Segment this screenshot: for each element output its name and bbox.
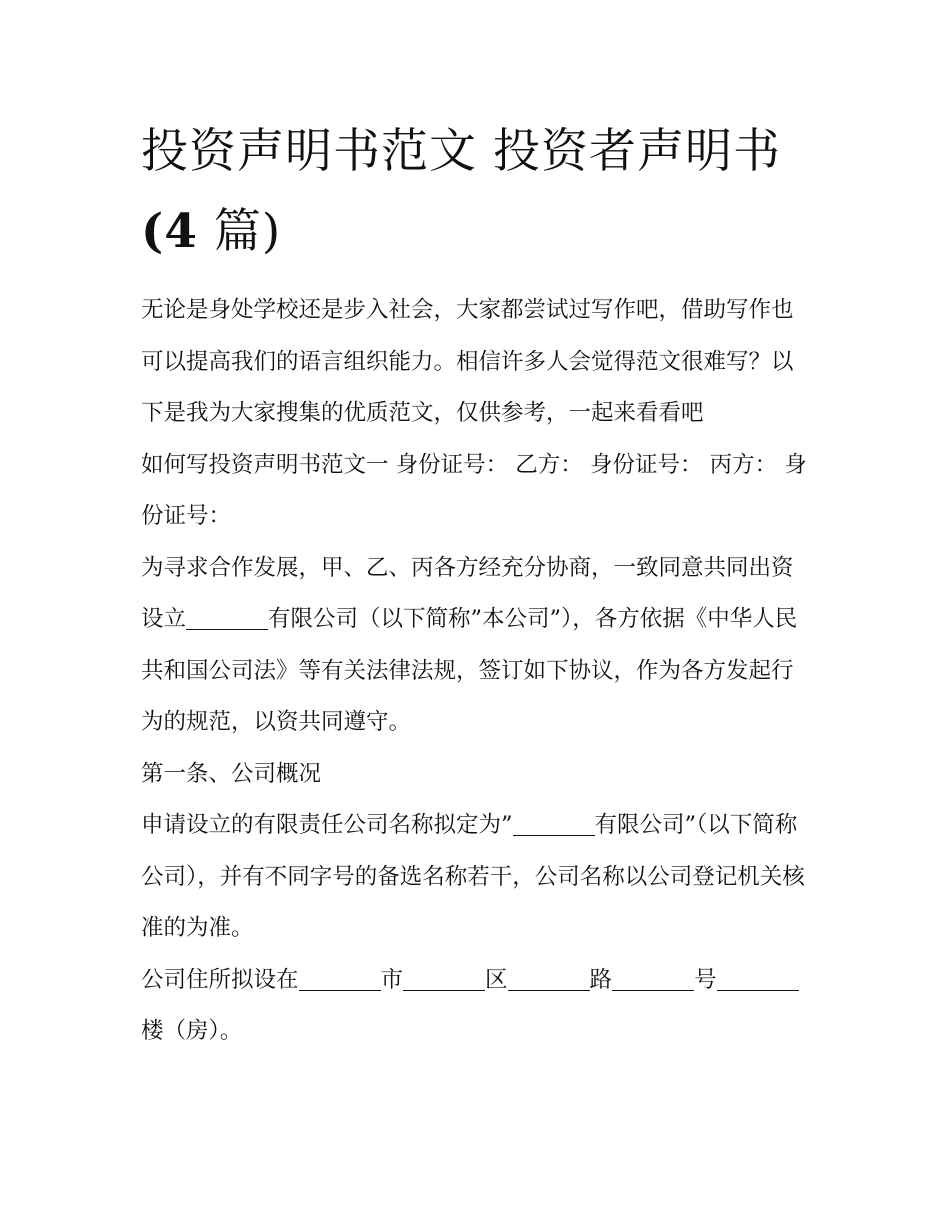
article-one-heading: 第一条、公司概况	[141, 760, 322, 787]
address-text-district: 区	[485, 966, 508, 993]
company-name-text-a: 申请设立的有限责任公司名称拟定为”	[141, 812, 513, 838]
title-line-2-number: (4	[141, 204, 198, 259]
floor-blank	[717, 967, 799, 991]
district-blank	[403, 967, 485, 991]
title-line-1: 投资声明书范文 投资者声明书	[141, 124, 781, 179]
document-body	[141, 285, 813, 1058]
company-name-text-b: 有限公司”（以下简称公司），并有不同字号的备选名称若干，公司名称以公司登记机关核准的为准。	[141, 812, 805, 941]
proposed-name-blank	[513, 813, 595, 837]
cooperation-text-a: 为寻求合作发展，甲、乙、丙各方经充分协商，一致同意共同出资设立	[141, 554, 794, 632]
address-text-city: 市	[380, 966, 404, 993]
title-line-2-text: 篇)	[197, 204, 282, 259]
document-title	[141, 112, 813, 272]
road-blank	[508, 967, 590, 991]
cooperation-text-b: 有限公司（以下简称”本公司”），各方依据《中华人民共和国公司法》等有关法律法规，签订如下协议，作为各方发起行为的规范，以资共同遵守。	[141, 606, 798, 735]
intro-paragraph: 无论是身处学校还是步入社会，大家都尝试过写作吧，借助写作也可以提高我们的语言组织能力。相信许多人会觉得范文很难写？以下是我为大家搜集的优质范文，仅供参考，一起来看看吧	[141, 297, 794, 426]
city-blank	[299, 967, 381, 991]
address-text-number: 号	[694, 966, 717, 993]
address-paragraph	[141, 955, 813, 1058]
address-text-a: 公司住所拟设在	[141, 966, 299, 993]
number-blank	[612, 967, 694, 991]
address-text-floor: 楼（房）。	[141, 1018, 243, 1044]
party-id-paragraph: 如何写投资声明书范文一 身份证号： 乙方： 身份证号： 丙方： 身份证号：	[141, 451, 807, 529]
cooperation-paragraph	[141, 543, 813, 749]
company-name-paragraph	[141, 800, 813, 955]
address-text-road: 路	[589, 966, 613, 993]
document-page	[141, 112, 813, 1058]
company-name-blank	[186, 607, 268, 631]
